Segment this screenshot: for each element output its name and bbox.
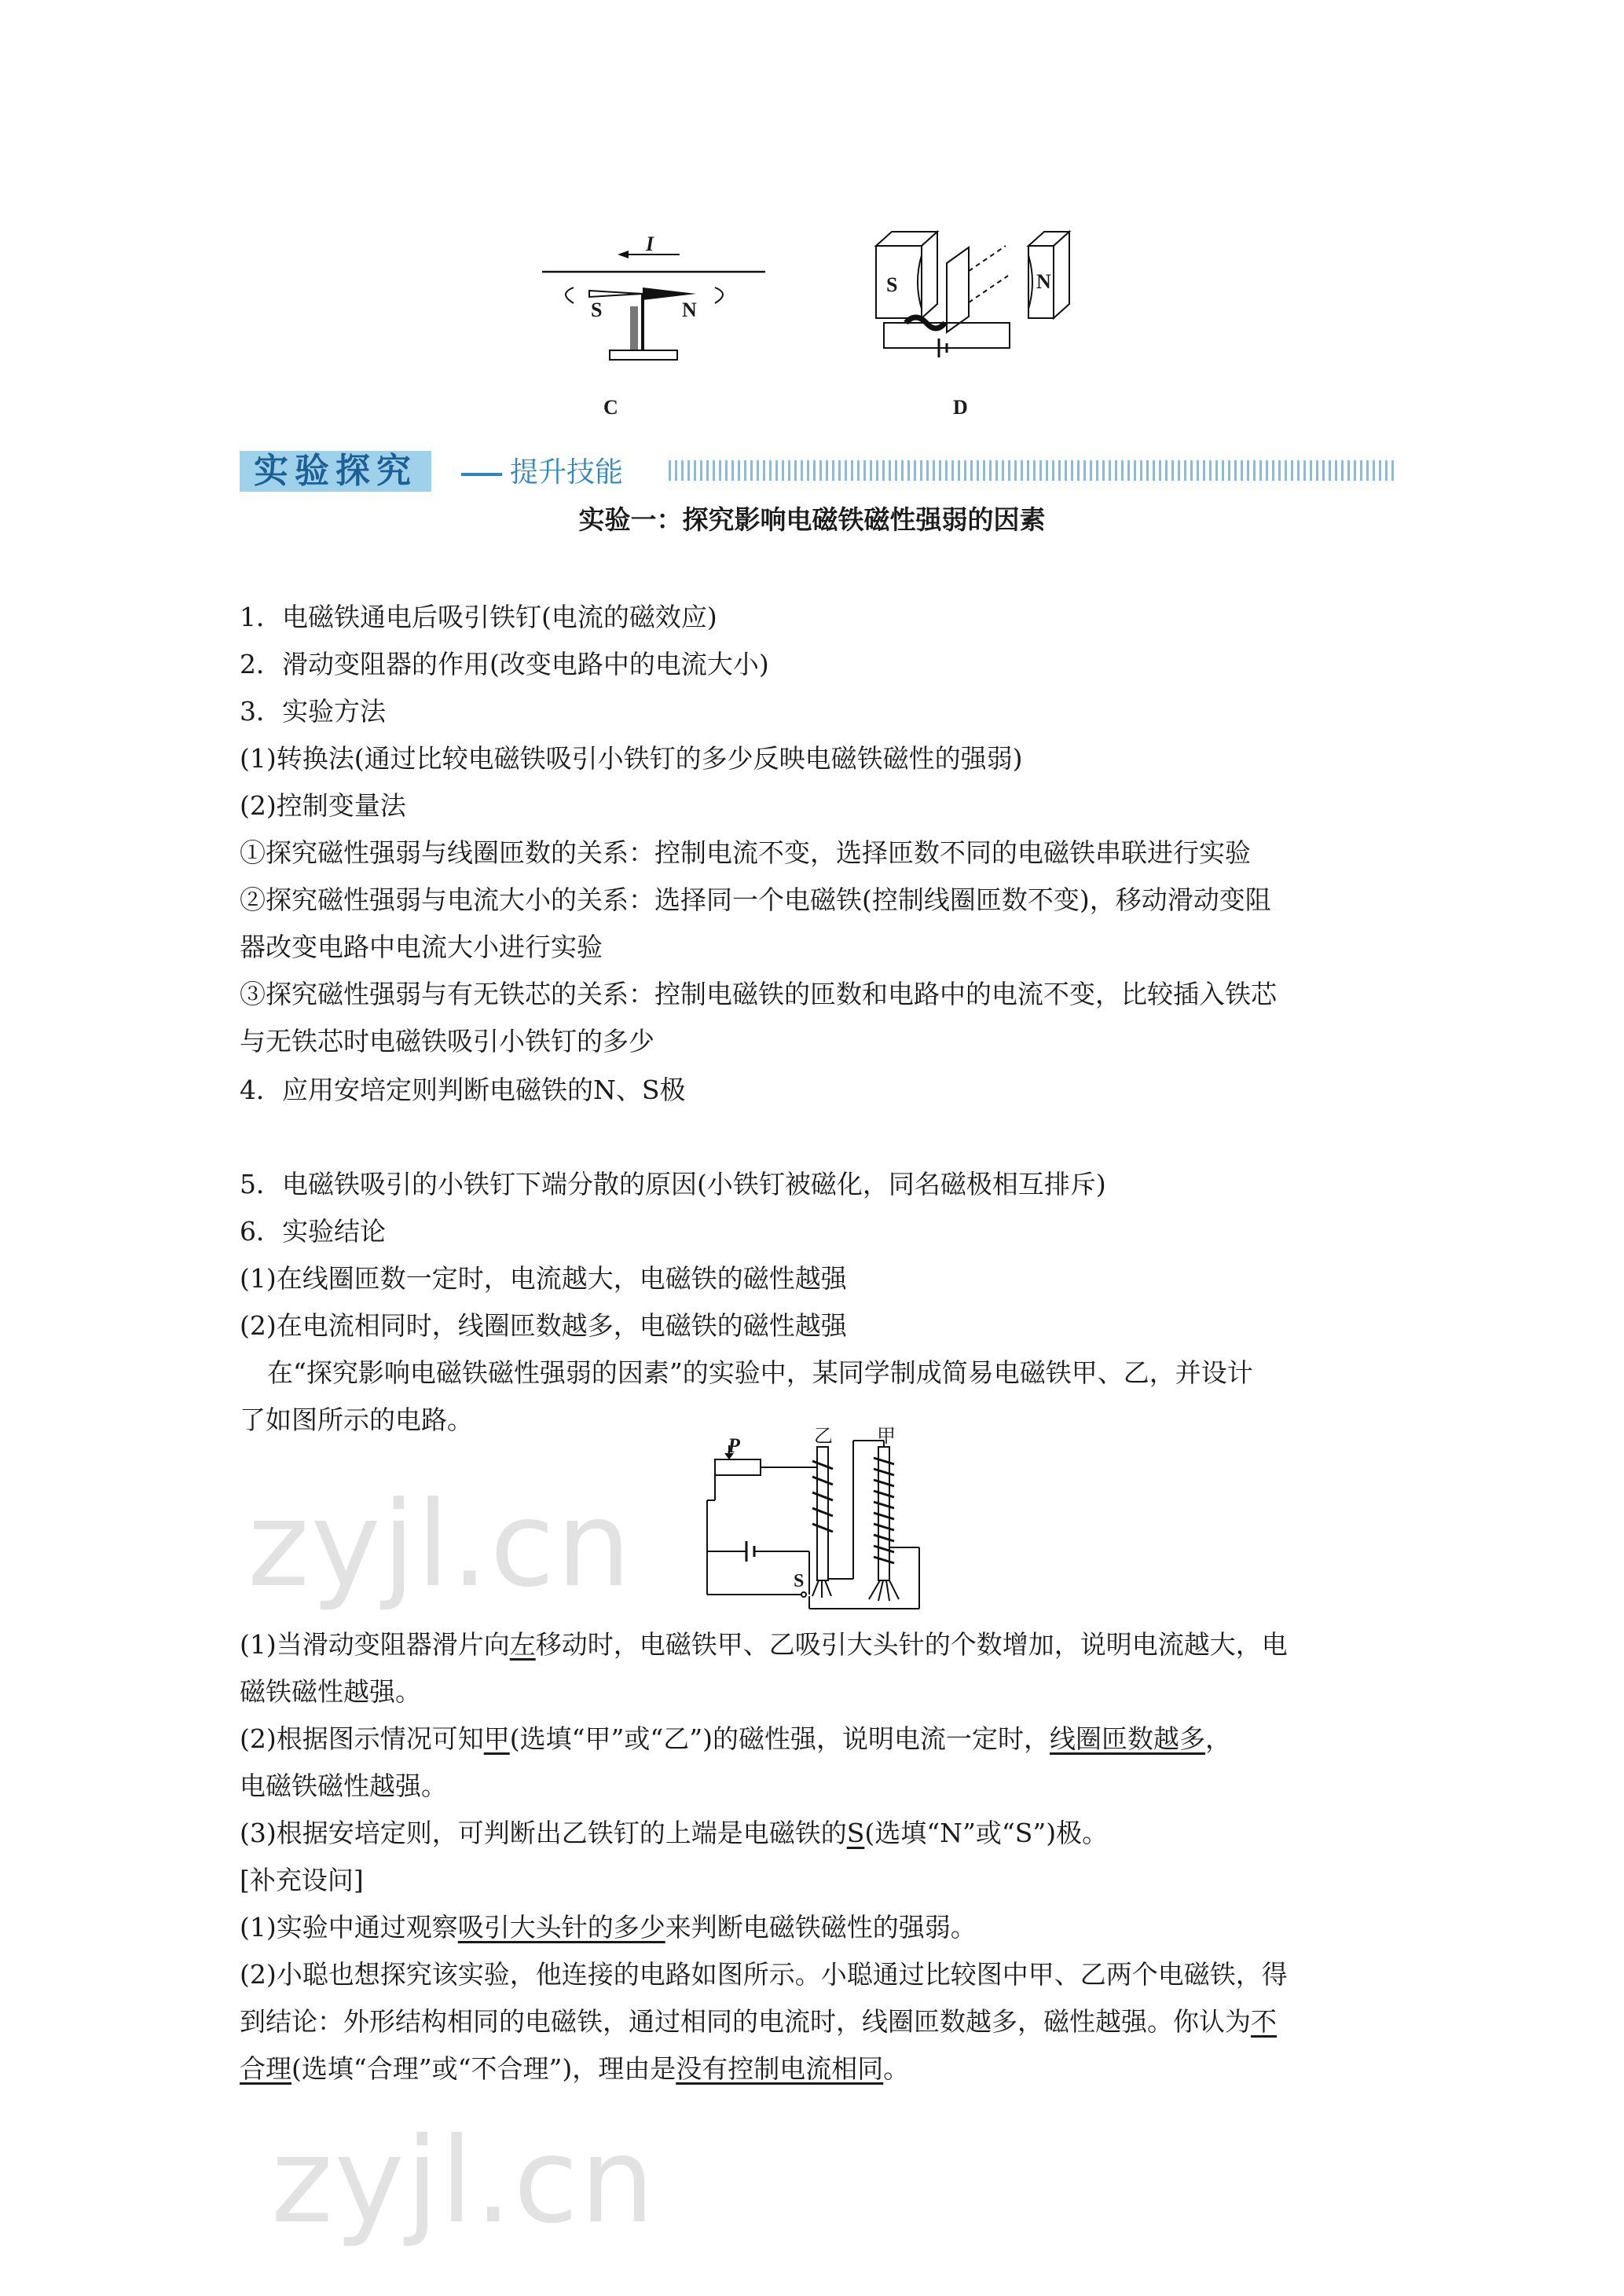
circuit-jia-label: 甲 — [877, 1425, 896, 1447]
point-2: 2．滑动变阻器的作用(改变电路中的电流大小) — [240, 649, 769, 679]
section-title: 实验探究 — [240, 451, 431, 492]
figure-d-caption: D — [953, 396, 968, 419]
figure-c-current-label: I — [646, 233, 654, 255]
watermark-1: zyjl.cn — [247, 1477, 633, 1613]
figure-d-n-label: N — [1036, 270, 1051, 293]
point-3-2-b: ②探究磁性强弱与电流大小的关系：选择同一个电磁铁(控制线圈匝数不变)，移动滑动变阻 — [240, 884, 1271, 915]
point-5: 5．电磁铁吸引的小铁钉下端分散的原因(小铁钉被磁化，同名磁极相互排斥) — [240, 1169, 1106, 1199]
question-3: (3)根据安培定则，可判断出乙铁钉的上端是电磁铁的S(选填“N”或“S”)极。 — [240, 1818, 1109, 1848]
supplement-2-cont: 到结论：外形结构相同的电磁铁，通过相同的电流时，线圈匝数越多，磁性越强。你认为不 — [240, 2006, 1277, 2037]
answer-s2-2: 没有控制电流相同 — [676, 2053, 884, 2084]
supplement-heading: [补充设问] — [240, 1865, 364, 1895]
figure-c-caption: C — [603, 396, 618, 419]
point-3-2-b-cont: 器改变电路中电流大小进行实验 — [240, 932, 603, 962]
point-6-1: (1)在线圈匝数一定时，电流越大，电磁铁的磁性越强 — [240, 1263, 847, 1294]
section-header — [240, 448, 1395, 498]
watermark-2: zyjl.cn — [271, 2113, 657, 2250]
circuit-p-label: P — [728, 1434, 740, 1457]
problem-intro-cont: 了如图所示的电路。 — [240, 1404, 473, 1435]
experiment-title: 实验一：探究影响电磁铁磁性强弱的因素 — [578, 504, 1046, 535]
point-3-2-c: ③探究磁性强弱与有无铁芯的关系：控制电磁铁的匝数和电路中的电流不变，比较插入铁芯 — [240, 979, 1277, 1009]
point-3-2-c-cont: 与无铁芯时电磁铁吸引小铁钉的多少 — [240, 1026, 654, 1056]
figure-d-s-label: S — [886, 273, 898, 296]
answer-q2-2: 线圈匝数越多 — [1049, 1723, 1205, 1754]
answer-q3: S — [846, 1818, 865, 1848]
point-6-2: (2)在电流相同时，线圈匝数越多，电磁铁的磁性越强 — [240, 1310, 847, 1341]
supplement-2-cont-2: 合理(选填“合理”或“不合理”)，理由是没有控制电流相同。 — [240, 2053, 910, 2084]
question-1-cont: 磁铁磁性越强。 — [240, 1676, 421, 1707]
question-2-cont: 电磁铁磁性越强。 — [240, 1771, 447, 1801]
point-6: 6．实验结论 — [240, 1216, 386, 1247]
figure-c — [542, 228, 778, 385]
answer-q2-1: 甲 — [483, 1723, 510, 1754]
section-hatch-decoration — [669, 460, 1395, 481]
answer-s1: 吸引大头针的多少 — [457, 1912, 665, 1943]
problem-intro: 在“探究影响电磁铁磁性强弱的因素”的实验中，某同学制成简易电磁铁甲、乙，并设计 — [267, 1357, 1253, 1388]
point-3-1: (1)转换法(通过比较电磁铁吸引小铁钉的多少反映电磁铁磁性的强弱) — [240, 743, 1023, 774]
figure-c-n-label: N — [682, 298, 697, 321]
point-3-2: (2)控制变量法 — [240, 790, 406, 821]
circuit-yi-label: 乙 — [814, 1425, 833, 1447]
figure-d — [868, 224, 1104, 365]
section-dash — [461, 473, 502, 476]
point-3-2-a: ①探究磁性强弱与线圈匝数的关系：控制电流不变，选择匝数不同的电磁铁串联进行实验 — [240, 837, 1251, 868]
question-2: (2)根据图示情况可知甲(选填“甲”或“乙”)的磁性强，说明电流一定时，线圈匝数越多， — [240, 1723, 1231, 1754]
point-3: 3．实验方法 — [240, 696, 386, 727]
figure-c-s-label: S — [591, 298, 603, 321]
point-4: 4．应用安培定则判断电磁铁的N、S极 — [240, 1075, 686, 1105]
point-1: 1．电磁铁通电后吸引铁钉(电流的磁效应) — [240, 602, 717, 632]
circuit-s-label: S — [794, 1571, 805, 1591]
section-subtitle: 提升技能 — [510, 456, 624, 489]
circuit-figure — [691, 1430, 943, 1618]
question-1: (1)当滑动变阻器滑片向左移动时，电磁铁甲、乙吸引大头针的个数增加，说明电流越大，电 — [240, 1629, 1288, 1660]
supplement-2: (2)小聪也想探究该实验，他连接的电路如图所示。小聪通过比较图中甲、乙两个电磁铁，得 — [240, 1959, 1288, 1990]
answer-q1: 左 — [509, 1629, 536, 1660]
answer-s2-1b: 合理 — [240, 2053, 291, 2084]
answer-s2-1a: 不 — [1251, 2006, 1277, 2037]
supplement-1: (1)实验中通过观察吸引大头针的多少来判断电磁铁磁性的强弱。 — [240, 1912, 977, 1943]
